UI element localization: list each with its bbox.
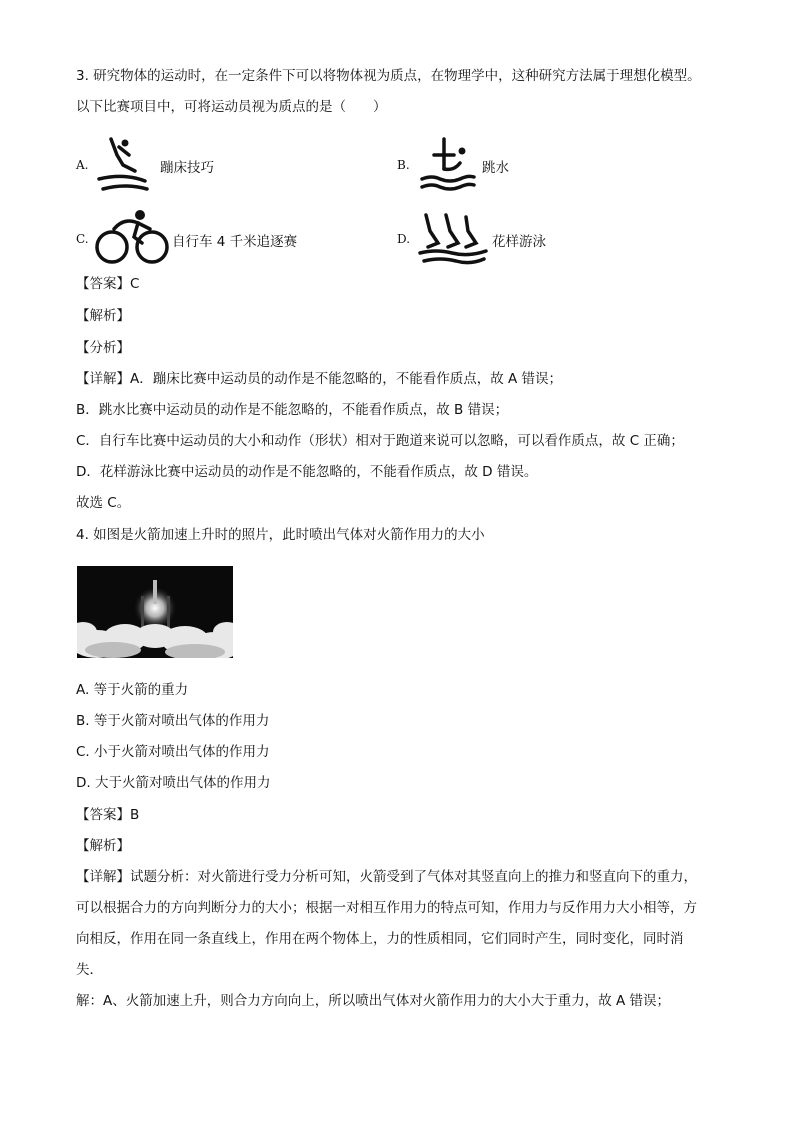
q3-stem-line1: 3. 研究物体的运动时，在一定条件下可以将物体视为质点，在物理学中，这种研究方法属于理想化模型。 (76, 68, 701, 84)
q3-option-b-text: 跳水 (482, 160, 509, 176)
q3-option-d-text: 花样游泳 (492, 234, 546, 250)
q3-stem-line2: 以下比赛项目中，可将运动员视为质点的是（ ） (76, 99, 387, 115)
trampoline-pictogram-icon (95, 135, 155, 195)
q3-option-c-text: 自行车 4 千米追逐赛 (172, 234, 298, 250)
q4-detail-line-5: 解：A、火箭加速上升，则合力方向向上，所以喷出气体对火箭作用力的大小大于重力，故 A 错误； (76, 993, 671, 1009)
q4-detail-line-2: 可以根据合力的方向判断分力的大小；根据一对相互作用力的特点可知，作用力与反作用力大小相等，方 (76, 900, 697, 916)
q4-detail-line-4: 失． (76, 962, 103, 978)
q3-option-a-label: A. (76, 158, 89, 172)
q4-detail-line-3: 向相反，作用在同一条直线上，作用在两个物体上，力的性质相同，它们同时产生，同时变化，同时消 (76, 931, 684, 947)
q4-detail-line-1: 【详解】试题分析：对火箭进行受力分析可知，火箭受到了气体对其竖直向上的推力和竖直向下的重力， (76, 869, 697, 885)
q3-option-a-text: 蹦床技巧 (160, 160, 214, 176)
q3-conclusion: 故选 C。 (76, 495, 131, 511)
q3-detail-line-2: B．跳水比赛中运动员的动作是不能忽略的，不能看作质点，故 B 错误； (76, 402, 509, 418)
q3-detail-line-4: D．花样游泳比赛中运动员的动作是不能忽略的，不能看作质点，故 D 错误。 (76, 464, 538, 480)
q3-answer: 【答案】C (76, 276, 140, 292)
q3-detail-line-1: 【详解】A．蹦床比赛中运动员的动作是不能忽略的，不能看作质点，故 A 错误； (76, 371, 563, 387)
q4-option-d: D. 大于火箭对喷出气体的作用力 (76, 775, 271, 791)
q3-analysis-heading: 【解析】 (76, 308, 130, 324)
q3-option-c-label: C. (76, 232, 89, 246)
rocket-launch-photo (77, 566, 233, 658)
q4-answer: 【答案】B (76, 807, 140, 823)
q4-option-b: B. 等于火箭对喷出气体的作用力 (76, 713, 270, 729)
q3-fenxi-heading: 【分析】 (76, 340, 130, 356)
cycling-pictogram-icon (94, 207, 170, 267)
q4-option-a: A. 等于火箭的重力 (76, 682, 189, 698)
q3-detail-line-3: C．自行车比赛中运动员的大小和动作（形状）相对于跑道来说可以忽略，可以看作质点，故 C 正确； (76, 433, 684, 449)
q4-option-c: C. 小于火箭对喷出气体的作用力 (76, 744, 270, 760)
diving-pictogram-icon (416, 135, 478, 195)
synchronized-swimming-pictogram-icon (416, 207, 490, 267)
q3-option-d-label: D. (397, 232, 411, 246)
q3-option-b-label: B. (397, 158, 410, 172)
q4-stem: 4. 如图是火箭加速上升时的照片，此时喷出气体对火箭作用力的大小 (76, 527, 485, 543)
q4-analysis-heading: 【解析】 (76, 838, 130, 854)
